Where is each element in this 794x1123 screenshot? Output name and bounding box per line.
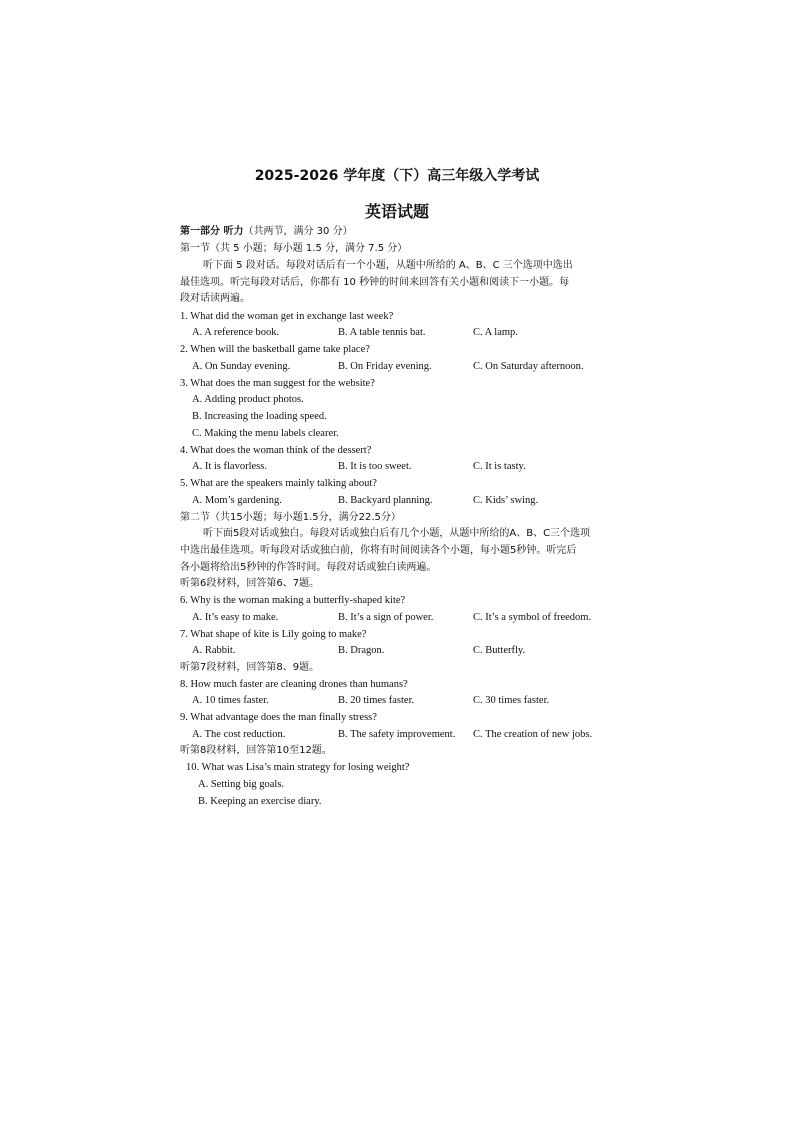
option-b: B. Backyard planning. bbox=[338, 495, 433, 506]
section2-instruction-line: 各小题将给出5秒钟的作答时间。每段对话或独白读两遍。 bbox=[180, 562, 437, 573]
question-stem: 9. What advantage does the man finally stress? bbox=[180, 712, 377, 723]
option-a: A. Setting big goals. bbox=[198, 779, 285, 790]
option-c: C. Butterfly. bbox=[473, 645, 526, 656]
section1-instruction-line: 最佳选项。听完每段对话后，你都有 10 秒钟的时间来回答有关小题和阅读下一小题。每 bbox=[180, 277, 570, 288]
option-c: C. It is tasty. bbox=[473, 461, 526, 472]
section1-instruction-line: 听下面 5 段对话。每段对话后有一个小题，从题中所给的 A、B、C 三个选项中选出 bbox=[203, 260, 573, 271]
option-b: B. Dragon. bbox=[338, 645, 385, 656]
question-stem: 1. What did the woman get in exchange last week? bbox=[180, 311, 394, 322]
material-heading: 听第6段材料，回答第6、7题。 bbox=[180, 578, 320, 589]
option-c: C. Kids’ swing. bbox=[473, 495, 539, 506]
option-b: B. A table tennis bat. bbox=[338, 327, 426, 338]
option-b: B. On Friday evening. bbox=[338, 361, 432, 372]
option-c: C. A lamp. bbox=[473, 327, 518, 338]
option-a: A. Rabbit. bbox=[192, 645, 236, 656]
exam-title: 2025-2026 学年度（下）高三年级入学考试 bbox=[254, 168, 540, 184]
option-c: C. 30 times faster. bbox=[473, 695, 550, 706]
section2-instruction-line: 中选出最佳选项。听每段对话或独白前，你将有时间阅读各个小题，每小题5秒钟。听完后 bbox=[180, 545, 577, 556]
part1-heading-note: （共两节，满分 30 分） bbox=[243, 226, 353, 237]
option-a: A. Mom’s gardening. bbox=[192, 495, 282, 506]
section2-heading: 第二节（共15小题；每小题1.5分，满分22.5分） bbox=[180, 512, 401, 523]
option-c: C. On Saturday afternoon. bbox=[473, 361, 584, 372]
option-c: C. Making the menu labels clearer. bbox=[192, 428, 339, 439]
option-a: A. 10 times faster. bbox=[192, 695, 269, 706]
part1-heading-bold: 第一部分 听力 bbox=[180, 226, 244, 237]
option-c: C. The creation of new jobs. bbox=[473, 729, 593, 740]
question-stem: 10. What was Lisa’s main strategy for losing weight? bbox=[186, 762, 410, 773]
option-a: A. The cost reduction. bbox=[192, 729, 286, 740]
option-b: B. Increasing the loading speed. bbox=[192, 411, 327, 422]
section2-instruction-line: 听下面5段对话或独白。每段对话或独白后有几个小题，从题中所给的A、B、C三个选项 bbox=[203, 528, 591, 539]
question-stem: 2. When will the basketball game take place? bbox=[180, 344, 370, 355]
option-a: A. On Sunday evening. bbox=[192, 361, 291, 372]
option-a: A. It is flavorless. bbox=[192, 461, 267, 472]
option-b: B. 20 times faster. bbox=[338, 695, 415, 706]
question-stem: 5. What are the speakers mainly talking about? bbox=[180, 478, 377, 489]
option-b: B. Keeping an exercise diary. bbox=[198, 796, 322, 807]
section1-instruction-line: 段对话读两遍。 bbox=[180, 293, 250, 304]
option-a: A. A reference book. bbox=[192, 327, 280, 338]
option-b: B. The safety improvement. bbox=[338, 729, 456, 740]
question-stem: 8. How much faster are cleaning drones than humans? bbox=[180, 679, 408, 690]
material-heading: 听第7段材料，回答第8、9题。 bbox=[180, 662, 320, 673]
question-stem: 6. Why is the woman making a butterfly-shaped kite? bbox=[180, 595, 406, 606]
option-b: B. It’s a sign of power. bbox=[338, 612, 434, 623]
question-stem: 4. What does the woman think of the dessert? bbox=[180, 445, 372, 456]
material-heading: 听第8段材料，回答第10至12题。 bbox=[180, 745, 332, 756]
section1-heading: 第一节（共 5 小题；每小题 1.5 分，满分 7.5 分） bbox=[180, 243, 408, 254]
part1-heading bbox=[180, 225, 353, 238]
option-a: A. It’s easy to make. bbox=[192, 612, 279, 623]
question-stem: 3. What does the man suggest for the website? bbox=[180, 378, 375, 389]
question-stem: 7. What shape of kite is Lily going to make? bbox=[180, 629, 367, 640]
option-a: A. Adding product photos. bbox=[192, 394, 304, 405]
option-c: C. It’s a symbol of freedom. bbox=[473, 612, 592, 623]
subject-title: 英语试题 bbox=[364, 202, 429, 221]
option-b: B. It is too sweet. bbox=[338, 461, 412, 472]
